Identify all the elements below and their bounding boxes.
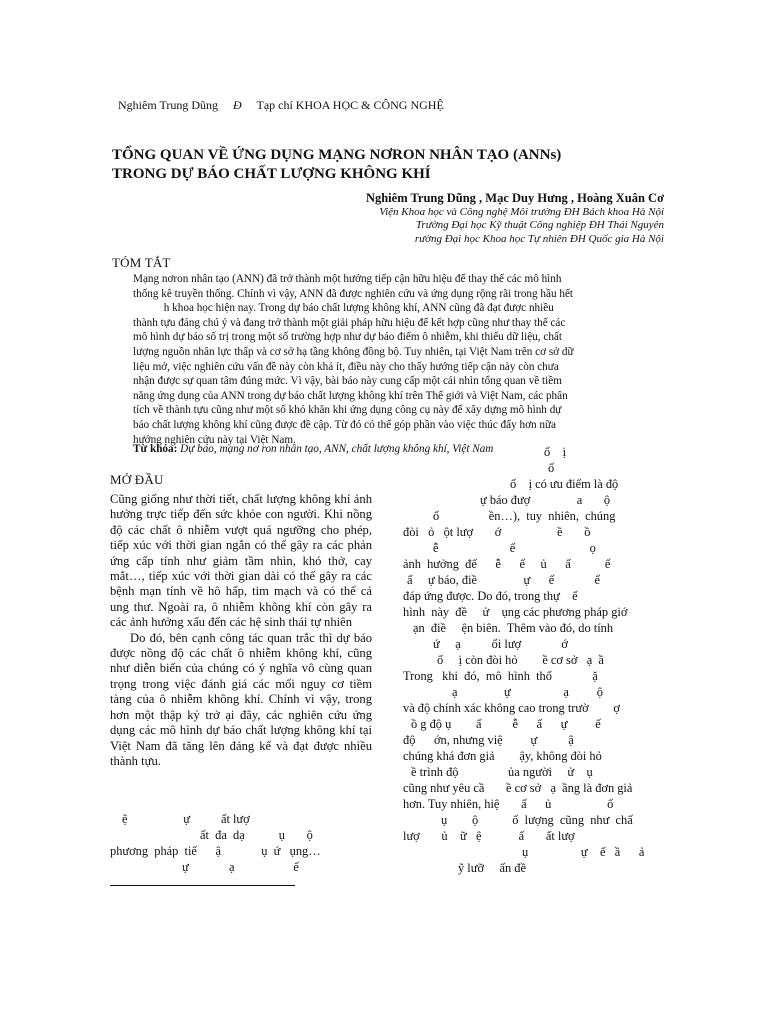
right-line: ấ ự báo, điề ự ế ể bbox=[407, 573, 601, 587]
right-line: lượ ủ ữ ệ ấ ất lượ bbox=[403, 829, 575, 843]
title-line-1: TỔNG QUAN VỀ ỨNG DỤNG MẠNG NƠRON NHÂN TẠO (ANNs) bbox=[112, 147, 562, 163]
abstract-line: báo chất lượng không khí cũng được đề cập. Từ đó có thể góp phần vào việc thúc đẩy hơn nữa bbox=[133, 418, 556, 431]
faded-line-3: phương pháp tiế ậ ụ ứ ụng… bbox=[110, 844, 321, 858]
right-line: hơn. Tuy nhiên, hiệ ấ ủ ố bbox=[403, 797, 614, 811]
keywords-label: Từ khóa: bbox=[133, 443, 178, 455]
abstract-line: mô hình dự báo số trị trong một số trường hợp như dự báo điểm ô nhiễm, khi thiếu dữ liệu, chất bbox=[133, 331, 563, 344]
right-line: ồ g độ ụ ấ ễ ấ ự ế bbox=[411, 717, 601, 731]
abstract-heading: TÓM TẮT bbox=[112, 255, 171, 270]
right-line: ố ền…), tuy nhiên, chúng bbox=[433, 509, 616, 523]
affiliation-1: Viện Khoa học và Công nghệ Môi trường ĐH Bách khoa Hà Nội bbox=[379, 205, 664, 218]
right-line: ạn điề ện biên. Thêm vào đó, do tính bbox=[413, 621, 614, 635]
right-line: ề trình độ ủa người ử ụ bbox=[411, 765, 593, 779]
paper-title bbox=[112, 146, 672, 184]
right-line: ố ị có ưu điểm là độ bbox=[510, 477, 619, 491]
faded-line-2: ất đa dạ ụ ộ bbox=[200, 828, 313, 842]
abstract-line: thống kê truyền thống. Chính vì vậy, ANN đã được nghiên cứu và ứng dụng rộng rãi trong hầu hết bbox=[133, 287, 574, 300]
right-line: ễ ế ọ bbox=[433, 541, 596, 555]
right-line: ố bbox=[548, 461, 555, 475]
right-line: đáp ứng được. Do đó, trong thự ế bbox=[403, 589, 578, 603]
abstract-line: h khoa học hiện nay. Trong dự báo chất lượng không khí, ANN cũng đã đạt được nhiều bbox=[133, 302, 554, 315]
abstract-line: nhận được sự quan tâm đúng mức. Vì vậy, bài báo này cung cấp một cái nhìn tổng quan về tiềm bbox=[133, 375, 562, 388]
author-block bbox=[366, 192, 664, 246]
right-line: Trong khi đó, mô hình thố ặ bbox=[403, 669, 598, 683]
right-line: ạ ự ạ ộ bbox=[452, 685, 603, 699]
abstract-line: tích về thành tựu cũng như một số khó khăn khi ứng dụng công cụ này để xây dựng mô hình dự bbox=[133, 404, 562, 417]
right-line: ụ ộ ố lượng cũng như chấ bbox=[441, 813, 633, 827]
right-line: chúng khá đơn giả ậy, không đòi hỏ bbox=[403, 749, 602, 763]
right-line: ảnh hưởng đế ễ ế ủ ấ ể bbox=[403, 557, 611, 571]
left-column bbox=[110, 492, 372, 769]
right-line: ứ ạ ối lượ ớ bbox=[433, 637, 568, 651]
abstract-line: hướng nghiên cứu này tại Việt Nam. bbox=[133, 433, 296, 446]
right-line: và độ chính xác không cao trong trườ ợ bbox=[403, 701, 620, 715]
right-line: đòi ỏ ột lượ ớ ề ồ bbox=[403, 525, 591, 539]
right-line: độ ớn, nhưng việ ự ậ bbox=[403, 733, 574, 747]
right-line: ự báo đượ a ộ bbox=[480, 493, 611, 507]
abstract-body bbox=[133, 272, 671, 447]
faded-line-4: ự ạ ể bbox=[182, 860, 299, 874]
header-mark: Đ bbox=[233, 98, 242, 112]
right-line: ụ ự ế ầ ả bbox=[522, 845, 645, 859]
title-line-2: TRONG DỰ BÁO CHẤT LƯỢNG KHÔNG KHÍ bbox=[112, 166, 431, 182]
abstract-line: Mạng nơron nhân tạo (ANN) đã trở thành một hướng tiếp cận hữu hiệu để thay thế các mô hình bbox=[133, 273, 562, 285]
affiliation-2: Trường Đại học Kỹ thuật Công nghiệp ĐH Thái Nguyên bbox=[415, 219, 664, 231]
running-header bbox=[118, 98, 444, 113]
footnote-rule bbox=[110, 885, 295, 886]
abstract-line: năng ứng dụng của ANN trong dự báo chất lượng không khí trên Thế giới và Việt Nam, các phân bbox=[133, 389, 568, 402]
right-line: ố ị bbox=[544, 445, 567, 459]
header-journal: Tạp chí KHOA HỌC & CÔNG NGHỆ bbox=[256, 98, 444, 112]
author-names: Nghiêm Trung Dũng , Mạc Duy Hưng , Hoàng Xuân Cơ bbox=[365, 191, 664, 205]
abstract-line: liệu mở, việc nghiên cứu vấn đề này còn khá ít, điều này cho thấy hướng tiếp cận này còn chưa bbox=[133, 360, 559, 373]
faded-line-1: ệ ự ất lượ bbox=[122, 812, 250, 826]
intro-paragraph-1: Cũng giống như thời tiết, chất lượng không khí ảnh hưởng trực tiếp đến sức khỏe con người. Khi nồng độ các chất ô nhiễm vượt quá ngưỡng cho phép, tiếp xúc với thời gian ngắn có thể gây ra các phản ứng cấp tính như giảm tầm nhìn, khó thở, cay mắt…, tiếp xúc với thời gian dài có thể gây ra các bệnh mạn tính về hô hấp, tim mạch và có thể cả ung thư. Ngoài ra, ô nhiễm không khí còn gây ra các ảnh hưởng xấu đến các hệ sinh thái tự nhiên bbox=[110, 492, 372, 630]
right-line: ỹ lưỡ ấn đề bbox=[458, 861, 526, 875]
right-line: ố ị còn đòi hỏ ề cơ sở ạ ầ bbox=[437, 653, 604, 667]
header-author: Nghiêm Trung Dũng bbox=[118, 98, 219, 112]
right-line: cũng như yêu cầ ề cơ sở ạ ầng là đơn giả bbox=[403, 781, 633, 795]
intro-paragraph-2: Do đó, bên cạnh công tác quan trắc thì dự báo được nồng độ các chất ô nhiễm không khí, cũng như diễn biến của chúng có ý nghĩa vô cùng quan trọng trong việc đánh giá các mối nguy cơ tiềm tàng của ô nhiễm không khí. Chính vì vậy, trong hơn một thập kỷ trở ại đây, các nghiên cứu ứng dụng các mô hình dự báo chất lượng không khí tại Việt Nam đã tăng lên đáng kể và đạt được nhiều thành tựu. bbox=[110, 630, 372, 768]
right-line: hình này đề ử ụng các phương pháp giớ bbox=[403, 605, 628, 619]
intro-heading: MỞ ĐẦU bbox=[110, 472, 164, 487]
keywords-text: Dự báo, mạng nơ ron nhân tạo, ANN, chất lượng không khí, Việt Nam bbox=[180, 443, 494, 455]
affiliation-3: rường Đại học Khoa học Tự nhiên ĐH Quốc gia Hà Nội bbox=[414, 232, 664, 245]
abstract-line: thành tựu đáng chú ý và đang trở thành một giải pháp hữu hiệu để kết hợp cũng như thay thế các bbox=[133, 316, 566, 329]
abstract-line: lượng nguồn nhân lực thấp và cơ sở hạ tầng không đồng bộ. Tuy nhiên, tại Việt Nam trên cơ sở dữ bbox=[133, 345, 574, 358]
